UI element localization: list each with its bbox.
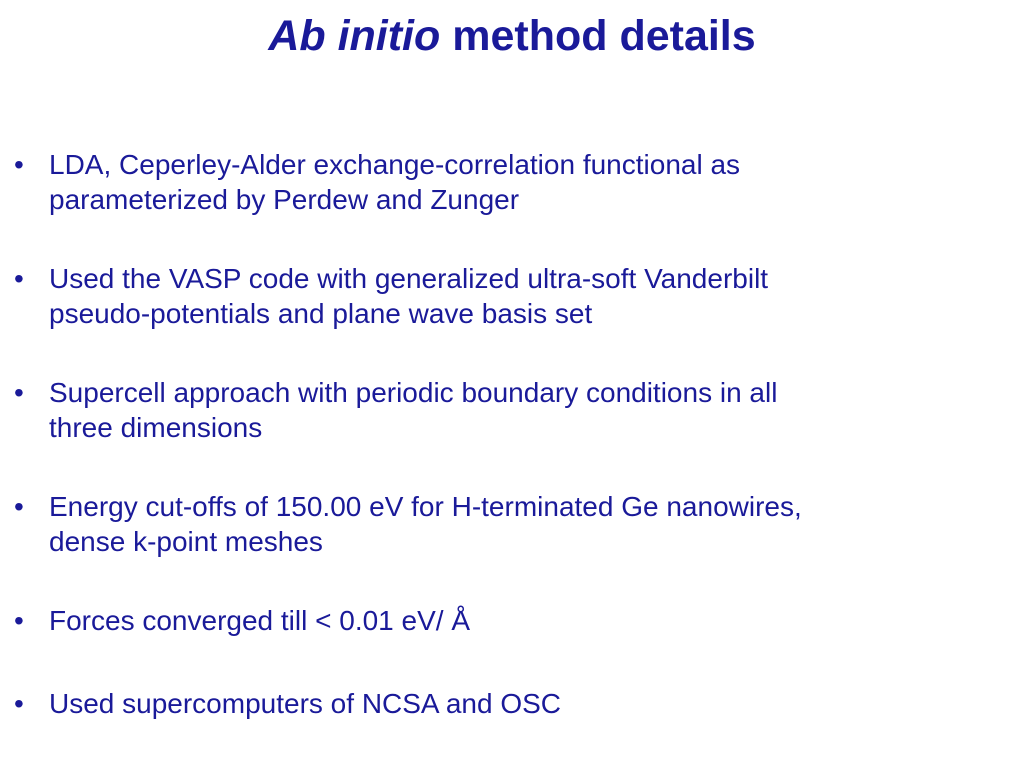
bullet-marker: •: [14, 491, 24, 522]
bullet-text: Energy cut-offs of 150.00 eV for H-terminated Ge nanowires, dense k-point meshes: [49, 491, 802, 557]
bullet-text: Used supercomputers of NCSA and OSC: [49, 688, 562, 719]
slide-title-italic: Ab initio: [268, 12, 441, 60]
bullet-marker: •: [14, 605, 24, 636]
bullet-marker: •: [14, 688, 24, 719]
bullet-marker: •: [14, 263, 24, 294]
slide-title-regular: method details: [440, 12, 756, 60]
bullet-marker: •: [14, 377, 24, 408]
bullet-text: Used the VASP code with generalized ultra-soft Vanderbilt pseudo-potentials and plane wave basis set: [49, 263, 769, 329]
bullet-text: Forces converged till < 0.01 eV/ Å: [49, 605, 470, 636]
bullet-text: LDA, Ceperley-Alder exchange-correlation functional as parameterized by Perdew and Zunger: [49, 149, 741, 215]
slide-title: [0, 8, 1024, 64]
bullet-marker: •: [14, 149, 24, 180]
bullet-text: Supercell approach with periodic boundary conditions in all three dimensions: [49, 377, 778, 443]
